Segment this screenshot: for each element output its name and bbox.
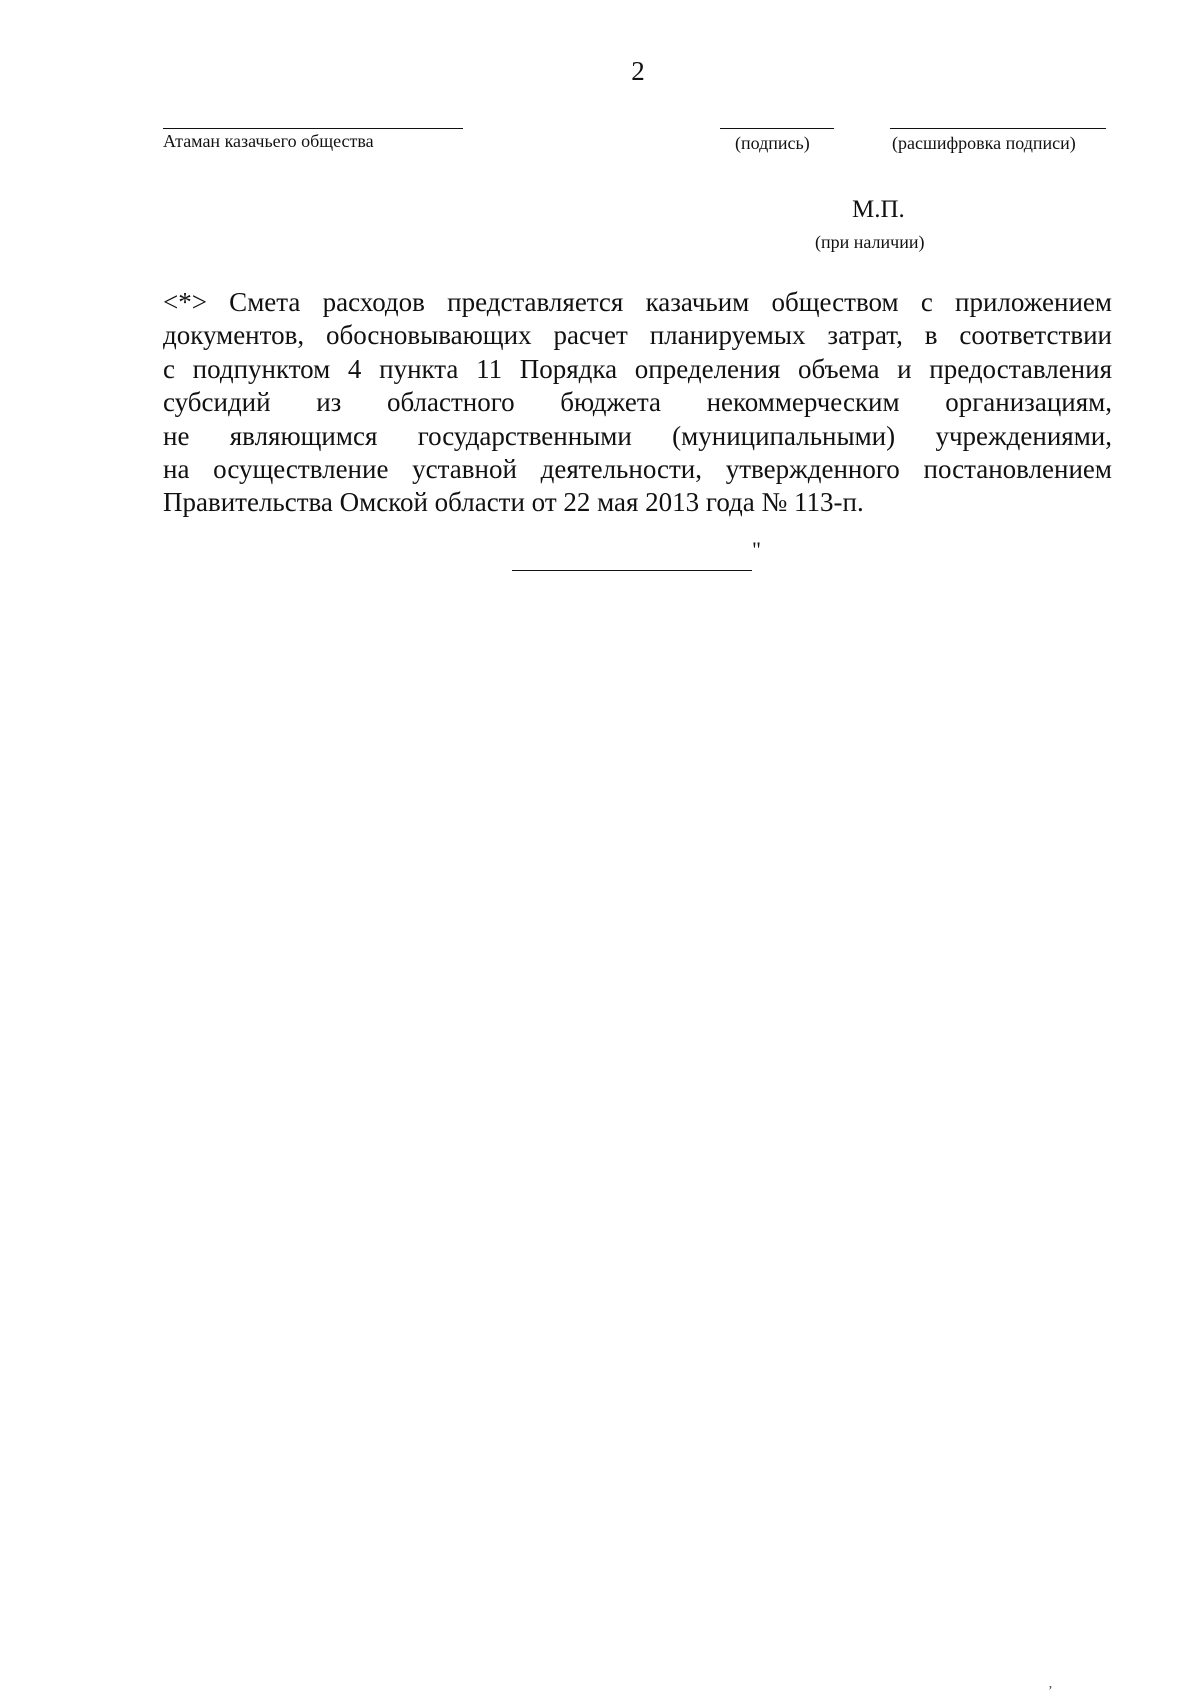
closing-quote: " <box>752 537 761 562</box>
position-label: Атаман казачьего общества <box>163 131 374 151</box>
footnote-line: документов, обосновывающих расчет планируемых затрат, в соответствии <box>163 320 1112 351</box>
footnote-line: не являющимся государственными (муниципальными) учреждениями, <box>163 420 1112 451</box>
footnote-line: <*> Смета расходов представляется казачьим обществом с приложением <box>163 287 1112 317</box>
corner-mark: ’ <box>1048 1684 1053 1699</box>
decryption-signature-line <box>890 128 1106 129</box>
signature-label: (подпись) <box>735 133 810 153</box>
stamp-label: М.П. <box>852 196 905 223</box>
page-number: 2 <box>631 56 645 86</box>
footnote-line: на осуществление уставной деятельности, утвержденного постановлением <box>163 454 1112 485</box>
footnote-line: Правительства Омской области от 22 мая 2013 года № 113-п. <box>163 487 864 518</box>
footnote-paragraph <box>163 286 1112 520</box>
signature-line <box>720 128 834 129</box>
footnote-line: субсидий из областного бюджета некоммерческим организациям, <box>163 387 1112 418</box>
decryption-label: (расшифровка подписи) <box>892 133 1076 153</box>
stamp-note: (при наличии) <box>815 232 925 252</box>
footnote-line: с подпунктом 4 пункта 11 Порядка определения объема и предоставления <box>163 353 1112 384</box>
closing-rule <box>512 570 752 571</box>
position-signature-line <box>163 128 463 129</box>
